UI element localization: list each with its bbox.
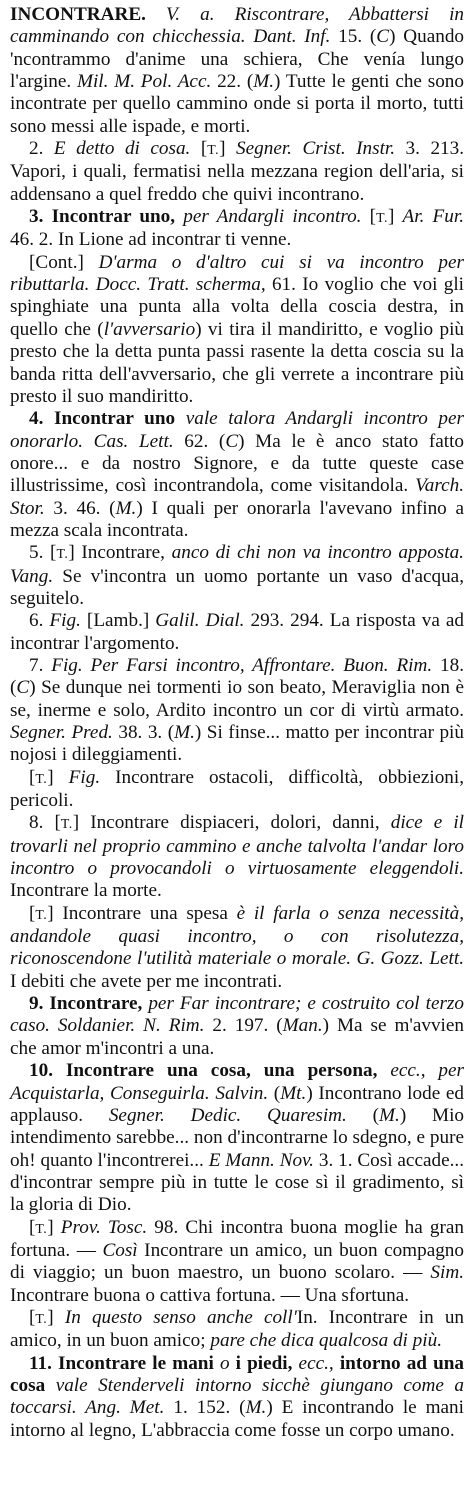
sense-paragraph: [10, 252, 464, 408]
bold-phrase: 11. Incontrare le mani: [29, 1352, 214, 1374]
italic-phrase: Fig.: [49, 610, 81, 632]
italic-phrase: E Mann. Nov.: [208, 1149, 314, 1171]
text-run: (: [268, 1082, 281, 1104]
text-run: [Cont.]: [29, 251, 99, 273]
text-run: Incontrare buona o cattiva fortuna. — Una sfortuna.: [10, 1284, 410, 1306]
small-caps-marker: T.: [35, 770, 48, 786]
text-run: ) Mio intendimento sarebbe... non d'incontrarne lo sdegno, e pure oh! quanto l'incontrerei...: [10, 1104, 465, 1171]
text-run: [175, 408, 186, 429]
small-caps-marker: T.: [376, 210, 388, 226]
text-run: ) Ma le è anco stato fatto onore... e da nostro Signore, e da tutte queste case illustrissime, così incontrandola, come visitandola.: [10, 430, 465, 497]
text-run: [146, 4, 166, 25]
sense-paragraph: [10, 1217, 464, 1307]
text-run: ) vi tira il mandiritto, e voglio più presto che la detta punta passi rasente la detta coscia su la banda ritta dell'avversario, che gli verrete a incontrare più presto il suo mandiritto.: [10, 318, 464, 407]
italic-phrase: C: [225, 430, 239, 452]
bold-phrase: intorno ad una cosa: [10, 1352, 465, 1396]
italic-phrase: D'arma o d'altro cui si va incontro per ributtarla. Docc. Tratt. scherma,: [10, 251, 464, 296]
italic-phrase: ecc.,: [298, 1352, 334, 1374]
sense-paragraph: [10, 812, 464, 902]
text-run: 38. 3. (: [112, 722, 175, 743]
italic-phrase: vale Stenderveli intorno sicchè giungano come a toccarsi. Ang. Met.: [10, 1374, 464, 1419]
italic-phrase: per Andargli incontro.: [183, 206, 362, 228]
bold-phrase: 9. Incontrare,: [29, 993, 143, 1015]
text-run: 61. Io voglio che voi gli spinghiate una punta alla volta della coscia destra, in quello che (: [10, 274, 465, 340]
italic-phrase: vale talora Andargli incontro per onorarlo. Cas. Lett.: [10, 408, 464, 452]
sense-paragraph: [10, 1060, 464, 1216]
text-run: 2. 197. (: [204, 1015, 283, 1037]
italic-phrase: pare che dica qualcosa di più.: [210, 1330, 443, 1352]
italic-phrase: Segner. Crist. Instr.: [236, 138, 396, 160]
italic-phrase: Mil. M. Pol. Acc.: [76, 71, 212, 93]
sense-paragraph: [10, 206, 464, 252]
text-run: ) E incontrando le mani intorno al legno, L'abbraccia come fosse un corpo umano.: [10, 1397, 464, 1441]
text-run: ]: [47, 1216, 61, 1238]
italic-phrase: l'avversario: [103, 318, 196, 340]
italic-phrase: M.: [253, 71, 275, 93]
italic-phrase: per Far incontrare; e costruito col terzo caso. Soldanier. N. Rim.: [10, 993, 464, 1037]
bold-phrase: i piedi,: [235, 1352, 293, 1374]
italic-phrase: dice e il trovarli nel proprio cammino e anche talvolta l'andar loro incontro o provocandoli o virtuosamente eleggendoli.: [10, 812, 465, 880]
italic-phrase: Segner. Dedic. Quaresim.: [108, 1104, 347, 1126]
text-run: ]: [387, 206, 403, 228]
sense-paragraph: [10, 138, 464, 206]
sense-paragraph: [10, 655, 464, 767]
italic-phrase: M.: [174, 722, 195, 743]
text-run: 293. 294. La risposta va ad incontrar l'argomento.: [10, 610, 464, 654]
text-run: 1. 152. (: [164, 1397, 246, 1419]
sense-paragraph: [10, 767, 464, 813]
small-caps-marker: T.: [35, 1310, 48, 1326]
text-run: 8. [: [29, 812, 61, 834]
text-run: 3. 1. Così accade... d'incontrar sempre più in tutte le cose sì il gradimento, sì la gloria di Dio.: [10, 1149, 464, 1216]
text-run: ] Incontrare,: [68, 542, 172, 564]
small-caps-marker: T.: [35, 1220, 48, 1236]
text-run: [: [29, 1306, 36, 1328]
text-run: [: [190, 138, 208, 160]
italic-phrase: In questo senso anche coll': [64, 1306, 297, 1328]
text-run: 98. Chi incontra buona moglie ha gran fortuna. —: [10, 1216, 464, 1261]
bold-phrase: 10. Incontrare una cosa, una persona,: [29, 1060, 378, 1082]
italic-phrase: Segner. Pred.: [10, 722, 113, 743]
italic-phrase: M.: [245, 1397, 267, 1419]
text-run: Incontrare la morte.: [10, 880, 162, 902]
text-run: [Lamb.]: [80, 610, 156, 632]
headword: INCONTRARE.: [10, 4, 146, 25]
text-run: [: [29, 766, 36, 788]
sense-paragraph: [10, 408, 464, 542]
italic-phrase: Man.: [282, 1015, 323, 1037]
sense-paragraph: [10, 1353, 464, 1442]
text-run: I debiti che avete per me incontrati.: [10, 970, 283, 992]
text-run: 22. (: [211, 71, 254, 93]
bold-phrase: 3. Incontrar uno,: [29, 206, 176, 228]
text-run: 7.: [29, 654, 52, 676]
italic-phrase: Galil. Dial.: [155, 610, 245, 632]
small-caps-marker: T.: [56, 546, 69, 562]
italic-phrase: Fig.: [68, 766, 101, 788]
italic-phrase: Ar. Fur.: [402, 206, 465, 228]
sense-paragraph: [10, 610, 464, 655]
italic-phrase: Così: [102, 1239, 138, 1261]
italic-phrase: ecc., per Acquistarla, Conseguirla. Salvin.: [10, 1060, 464, 1104]
text-run: In. Incontrare in un amico, in un buon amico;: [10, 1306, 465, 1352]
text-run: 3. 46. (: [44, 497, 116, 519]
small-caps-marker: T.: [35, 906, 48, 922]
bold-phrase: 4. Incontrar uno: [29, 408, 176, 430]
italic-phrase: Varch. Stor.: [10, 475, 464, 519]
italic-phrase: o: [219, 1352, 230, 1374]
text-run: ) Se dunque nei tormenti io son beato, Meraviglia non è se, inerme e solo, Ardito incontro un cor di virtù armato.: [10, 677, 464, 721]
text-run: ) Incontrano lode ed applauso.: [10, 1082, 464, 1126]
text-run: [377, 1060, 390, 1081]
text-run: Incontrare ostacoli, difficoltà, obbiezioni, pericoli.: [10, 766, 465, 812]
text-run: ) Tutte le genti che sono incontrate per quello cammino onde si porta il morto, tutti sono messi alle ispade, e morti.: [10, 71, 464, 137]
text-run: 62. (: [173, 430, 226, 452]
text-run: 46. 2. In Lione ad incontrar ti venne.: [10, 229, 292, 251]
text-run: ) Si finse... matto per incontrar più nojosi i dileggiamenti.: [10, 722, 464, 766]
text-run: ) I quali per onorarla l'avevano infino a mezza scala incontrata.: [10, 497, 464, 541]
sense-paragraph: [10, 903, 464, 993]
text-run: 18. (: [10, 654, 465, 699]
sense-paragraph: [10, 993, 464, 1060]
italic-phrase: Prov. Tosc.: [60, 1216, 148, 1238]
italic-phrase: è il farla o senza necessità, andandole quasi incontro, o con risolutezza, riconoscendone l'utilità materiale o morale. G. Gozz. Lett.: [10, 902, 464, 970]
text-run: ) Ma se m'avvien che amor m'incontri a una.: [10, 1015, 464, 1059]
text-run: Incontrare un amico, un buon compagno di viaggio; un buon maestro, un buono scolaro. —: [10, 1239, 464, 1284]
small-caps-marker: T.: [207, 142, 220, 158]
text-run: ) Quando 'ncontrammo d'anime una schiera, Che venía lungo l'argine.: [10, 26, 465, 93]
text-run: [45, 1375, 56, 1396]
text-run: ]: [47, 766, 69, 788]
italic-phrase: C: [16, 677, 30, 699]
sense-paragraph: [10, 542, 464, 610]
italic-phrase: anco di chi non va incontro apposta. Vang.: [10, 542, 464, 587]
text-run: [: [29, 902, 36, 924]
text-run: [: [29, 1216, 36, 1238]
text-run: ]: [47, 1306, 65, 1328]
text-run: 3. 213. Vapori, i quali, fermatisi nella mezzana region dell'aria, si addensano a quel freddo che quivi incontrano.: [10, 138, 465, 205]
text-run: ] Incontrare una spesa: [47, 902, 237, 924]
text-run: ]: [219, 138, 237, 160]
small-caps-marker: T.: [60, 816, 73, 832]
text-run: 5. [: [29, 542, 57, 564]
italic-phrase: Fig. Per Farsi incontro, Affrontare. Buon. Rim.: [51, 654, 433, 676]
italic-phrase: C: [376, 26, 390, 48]
italic-phrase: Sim.: [430, 1262, 464, 1284]
italic-phrase: M.: [115, 497, 137, 519]
sense-paragraph: [10, 1307, 464, 1353]
italic-phrase: M.: [379, 1104, 400, 1126]
text-run: 6.: [29, 610, 50, 632]
italic-phrase: E detto di cosa.: [53, 138, 191, 160]
entry-head-paragraph: [10, 4, 464, 138]
text-run: Se v'incontra un uomo portante un vaso d'acqua, seguitelo.: [10, 565, 464, 609]
italic-phrase: Mt.: [280, 1082, 307, 1104]
text-run: 15. (: [330, 26, 377, 48]
text-run: [: [361, 206, 377, 228]
italic-phrase: V. a. Riscontrare, Abbattersi in camminando con chicchessia. Dant. Inf.: [10, 4, 465, 48]
text-run: (: [346, 1104, 380, 1126]
text-run: ] Incontrare dispiaceri, dolori, danni,: [72, 812, 391, 834]
text-run: 2.: [29, 138, 54, 160]
